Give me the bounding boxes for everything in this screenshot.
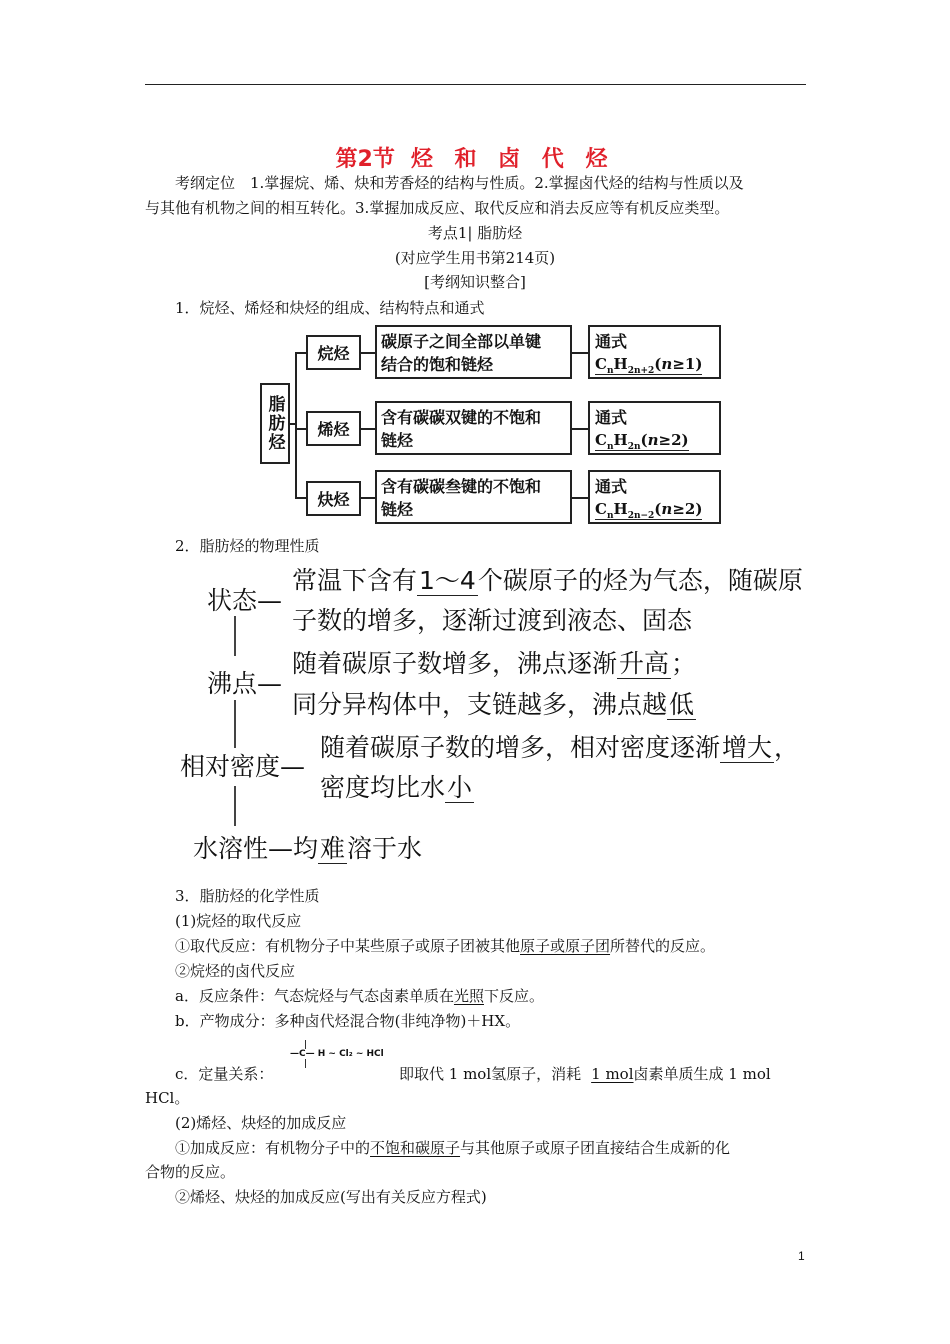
bp-text: ； (671, 649, 697, 678)
substitution-definition (175, 934, 715, 958)
quantitative-label: c．定量关系： (175, 1065, 274, 1083)
alkene-formula: $C_nH_{2n}(n\ge 2)$ (595, 431, 689, 452)
answer-blank: 不饱和碳原子 (370, 1139, 461, 1157)
density-line-2 (320, 771, 474, 805)
knowledge-heading: [考纲知识整合] (424, 273, 526, 291)
alkane-description (375, 325, 572, 379)
addition-equations-heading: ②烯烃、炔烃的加成反应(写出有关反应方程式) (175, 1188, 487, 1206)
formula-label: 通式 (595, 477, 628, 496)
solubility-line (193, 832, 422, 866)
section-3-heading: 3．脂肪烃的化学性质 (175, 887, 320, 905)
intro-line-2: 与其他有机物之间的相互转化。3.掌握加成反应、取代反应和消去反应等有机反应类型。 (145, 199, 730, 217)
connector (295, 352, 306, 354)
section-2-heading: 2．脂肪烃的物理性质 (175, 537, 320, 555)
density-label: 相对密度— (180, 752, 306, 781)
alkyne-box (306, 481, 361, 516)
addition-definition-end: 合物的反应。 (145, 1163, 236, 1181)
bp-text: 随着碳原子数增多，沸点逐渐 (292, 649, 618, 678)
density-text: 密度均比水 (320, 773, 446, 802)
header-rule (145, 84, 806, 85)
connector (572, 428, 588, 430)
answer-blank: 光照 (453, 987, 484, 1005)
subsection-2: (2)烯烃、炔烃的加成反应 (175, 1114, 347, 1132)
bp-text: 同分异构体中，支链越多，沸点越 (292, 690, 668, 719)
connector (295, 428, 306, 430)
connector (361, 352, 375, 354)
solubility-blank: 难 (320, 834, 346, 863)
section-title (0, 142, 950, 173)
book-reference: (对应学生用书第214页) (394, 249, 556, 267)
text: 与其他原子或原子团直接结合生成新的化 (460, 1139, 731, 1157)
text: ①取代反应：有机物分子中某些原子或原子团被其他 (175, 937, 521, 955)
state-line-1 (292, 564, 803, 598)
text: 下反应。 (483, 987, 544, 1005)
alkane-formula-box (588, 325, 721, 379)
text: 卤素单质生成 1 mol (633, 1065, 771, 1083)
connector (295, 352, 297, 498)
state-text: 个碳原子的烃为气态，随碳原 (477, 566, 803, 595)
page-number: 1 (798, 1249, 805, 1263)
section-number: 第2节 (335, 147, 395, 172)
solubility-text: 溶于水 (347, 834, 423, 863)
text: a．反应条件：气态烷烃与气态卤素单质在 (175, 987, 454, 1005)
boiling-point-line-1 (292, 647, 696, 681)
alkyne-desc-line-1: 含有碳碳叁键的不饱和 (381, 477, 542, 496)
quantitative-formula (290, 1040, 398, 1076)
addition-definition (175, 1136, 730, 1160)
halogenation-heading: ②烷烃的卤代反应 (175, 962, 296, 980)
alkyne-formula: $C_nH_{2n-2}(n\ge 2)$ (595, 500, 703, 521)
section-1-heading: 1．烷烃、烯烃和炔烃的组成、结构特点和通式 (175, 299, 485, 317)
alkene-box (306, 411, 361, 446)
formula-label: 通式 (595, 332, 628, 351)
density-text: 随着碳原子数的增多，相对密度逐渐 (320, 733, 721, 762)
answer-blank: 原子或原子团 (520, 937, 611, 955)
alkane-desc-line-2: 结合的饱和链烃 (381, 355, 494, 374)
formula-label: 通式 (595, 408, 628, 427)
bp-blank: 低 (669, 690, 695, 719)
subsection-1: (1)烷烃的取代反应 (175, 912, 302, 930)
alkene-label: 烯烃 (317, 420, 350, 439)
density-line-1 (320, 731, 799, 765)
connector (572, 352, 588, 354)
state-text: 常温下含有 (292, 566, 418, 595)
alkane-formula: $C_nH_{2n+2}(n\ge 1)$ (595, 355, 703, 376)
density-blank: 增大 (722, 733, 773, 762)
text: 所替代的反应。 (610, 937, 716, 955)
boiling-point-line-2 (292, 688, 696, 722)
connector (234, 786, 236, 826)
density-text: ， (774, 733, 800, 762)
solubility-text: 水溶性—均 (193, 834, 319, 863)
connector (572, 497, 588, 499)
text: 即取代 1 mol氢原子，消耗 (399, 1065, 582, 1083)
formula-text: —C— H ~ Cl₂ ~ HCl (290, 1049, 384, 1059)
alkane-box (306, 335, 361, 370)
state-line-2: 子数的增多，逐渐过渡到液态、固态 (292, 606, 693, 635)
density-blank: 小 (447, 773, 473, 802)
alkene-description (375, 401, 572, 455)
alkene-desc-line-2: 链烃 (381, 431, 414, 450)
root-box (260, 383, 290, 464)
quantitative-text (399, 1062, 771, 1086)
alkane-desc-line-1: 碳原子之间全部以单键 (381, 332, 542, 351)
alkyne-description (375, 470, 572, 524)
alkyne-label: 炔烃 (317, 490, 350, 509)
alkene-formula-box (588, 401, 721, 455)
state-label: 状态— (207, 586, 283, 615)
alkyne-formula-box (588, 470, 721, 524)
bp-blank: 升高 (619, 649, 670, 678)
alkane-label: 烷烃 (317, 344, 350, 363)
text: ①加成反应：有机物分子中的 (175, 1139, 371, 1157)
product-composition: b．产物成分：多种卤代烃混合物(非纯净物)＋HX。 (175, 1012, 521, 1030)
connector (234, 700, 236, 748)
connector (361, 428, 375, 430)
kaodian-heading: 考点1| 脂肪烃 (427, 224, 523, 242)
root-label: 脂肪烃 (264, 395, 285, 452)
reaction-condition (175, 984, 544, 1008)
alkyne-desc-line-2: 链烃 (381, 500, 414, 519)
boiling-point-label: 沸点— (207, 669, 283, 698)
alkene-desc-line-1: 含有碳碳双键的不饱和 (381, 408, 542, 427)
connector (361, 497, 375, 499)
answer-blank: 1 mol (591, 1065, 634, 1083)
section-topic: 烃 和 卤 代 烃 (410, 147, 615, 172)
quantitative-text-end: HCl。 (145, 1089, 190, 1107)
connector (234, 616, 236, 656)
intro-line-1: 考纲定位 1.掌握烷、烯、炔和芳香烃的结构与性质。2.掌握卤代烃的结构与性质以及 (175, 174, 744, 192)
state-blank: 1～4 (419, 566, 476, 595)
connector (295, 497, 306, 499)
